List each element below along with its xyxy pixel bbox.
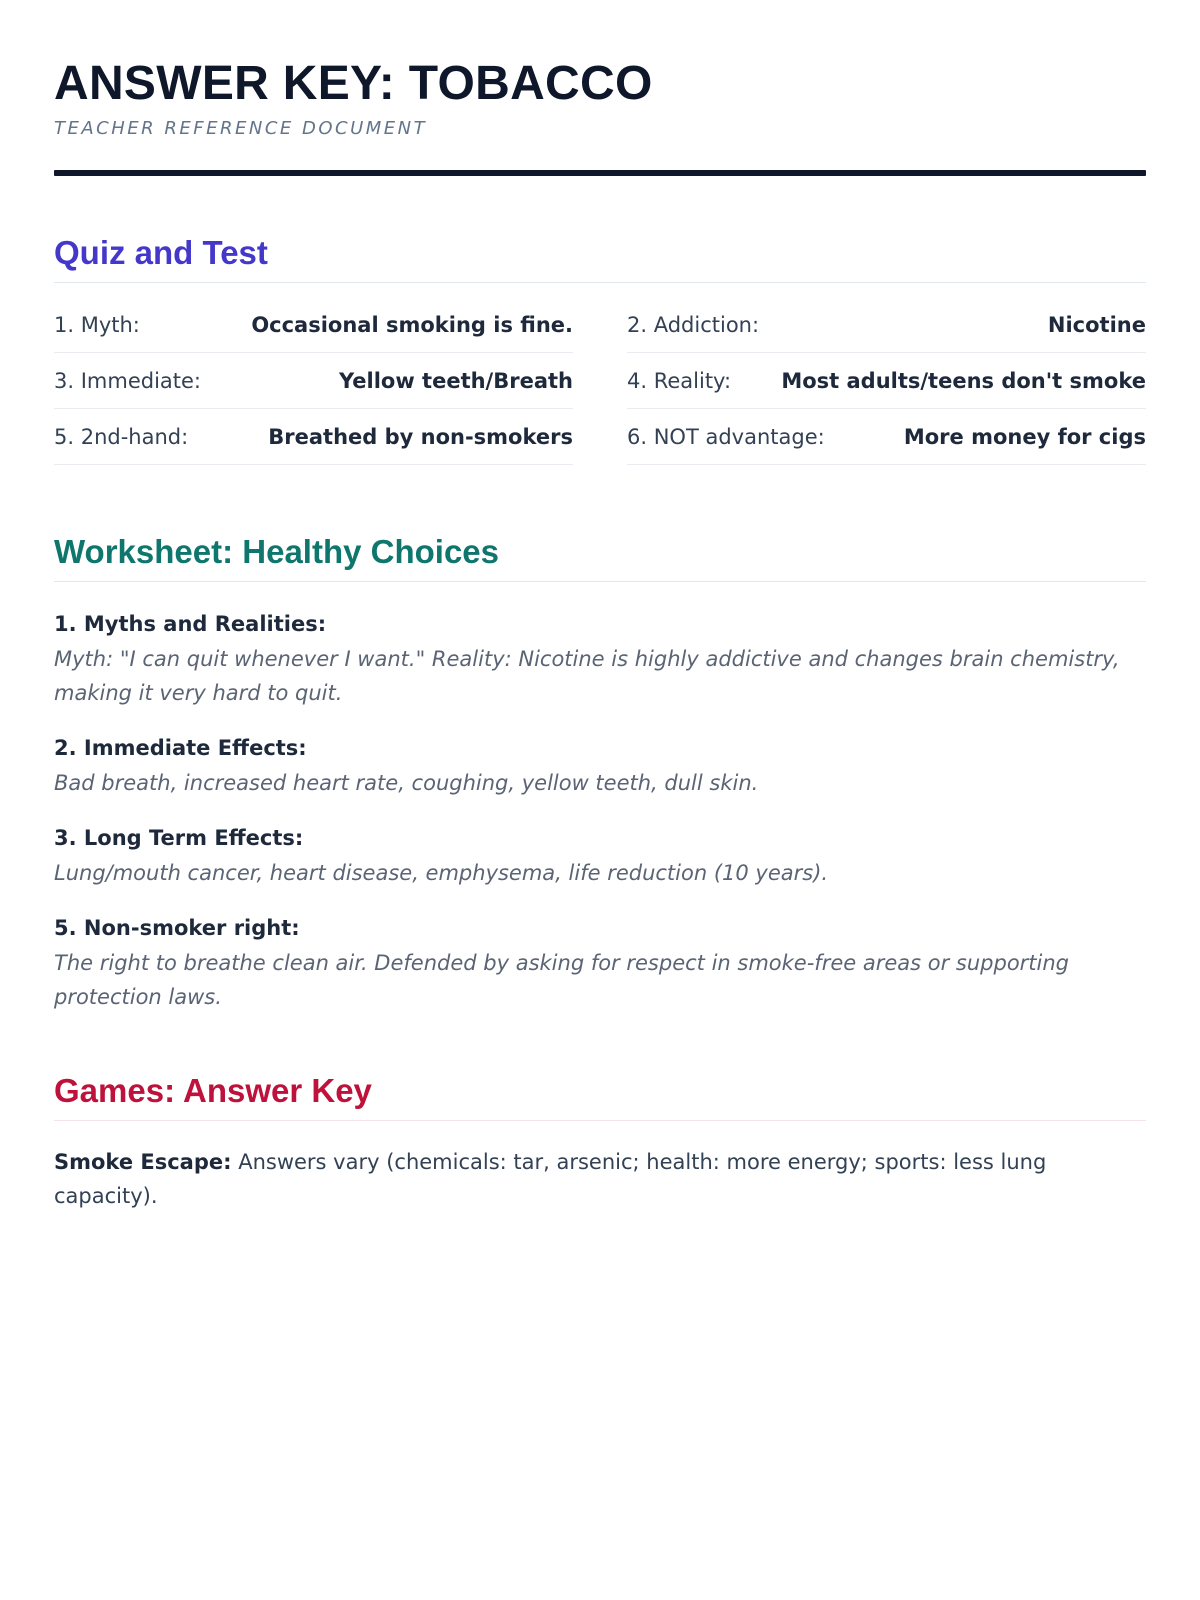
quiz-question: 3. Immediate:: [54, 368, 201, 393]
quiz-section-divider: [54, 282, 1146, 283]
games-section-divider: [54, 1120, 1146, 1121]
worksheet-item-label: 5. Non-smoker right:: [54, 916, 300, 940]
games-answer-text: Answers vary (chemicals: tar, arsenic; health: more energy; sports: less lung capacity).: [54, 1150, 1047, 1208]
worksheet-item: [54, 823, 1146, 890]
quiz-answer-grid: [54, 297, 1146, 465]
worksheet-item-answer: Lung/mouth cancer, heart disease, emphysema, life reduction (10 years).: [54, 861, 829, 885]
worksheet-item-label: 1. Myths and Realities:: [54, 612, 327, 636]
worksheet-item-answer: The right to breathe clean air. Defended by asking for respect in smoke-free areas or supporting protection laws.: [54, 951, 1070, 1009]
worksheet-section-divider: [54, 581, 1146, 582]
games-answer-label: Smoke Escape:: [54, 1150, 232, 1174]
quiz-row: [54, 409, 573, 465]
page-subtitle: TEACHER REFERENCE DOCUMENT: [54, 118, 428, 139]
worksheet-item-label: 3. Long Term Effects:: [54, 826, 304, 850]
quiz-row: [627, 353, 1146, 409]
quiz-answer: Yellow teeth/Breath: [338, 368, 573, 393]
page-title: ANSWER KEY: TOBACCO: [54, 57, 653, 110]
quiz-question: 5. 2nd-hand:: [54, 424, 189, 449]
worksheet-section: [54, 533, 1146, 1014]
worksheet-item: [54, 913, 1146, 1014]
quiz-question: 1. Myth:: [54, 312, 140, 337]
worksheet-item: [54, 609, 1146, 710]
worksheet-item: [54, 733, 1146, 800]
quiz-row: [54, 297, 573, 353]
worksheet-item-label: 2. Immediate Effects:: [54, 736, 307, 760]
games-section-title: Games: Answer Key: [54, 1072, 372, 1109]
games-answer: [54, 1145, 1146, 1213]
quiz-answer: More money for cigs: [903, 424, 1146, 449]
worksheet-section-title: Worksheet: Healthy Choices: [54, 533, 500, 570]
quiz-question: 6. NOT advantage:: [627, 424, 825, 449]
quiz-answer: Nicotine: [1047, 312, 1146, 337]
quiz-answer: Occasional smoking is fine.: [251, 312, 573, 337]
worksheet-answer-list: [54, 609, 1146, 1014]
header-divider: [54, 170, 1146, 176]
worksheet-item-answer: Bad breath, increased heart rate, coughing, yellow teeth, dull skin.: [54, 771, 759, 795]
quiz-answer: Most adults/teens don't smoke: [781, 368, 1146, 393]
quiz-question: 2. Addiction:: [627, 312, 760, 337]
quiz-row: [54, 353, 573, 409]
document-header: [54, 0, 1146, 176]
quiz-row: [627, 297, 1146, 353]
quiz-answer: Breathed by non-smokers: [268, 424, 573, 449]
quiz-row: [627, 409, 1146, 465]
worksheet-item-answer: Myth: "I can quit whenever I want." Reality: Nicotine is highly addictive and changes brain chemistry, making it very hard to quit.: [54, 647, 1120, 705]
quiz-question: 4. Reality:: [627, 368, 732, 393]
games-section: [54, 1072, 1146, 1213]
quiz-section-title: Quiz and Test: [54, 234, 268, 271]
quiz-section: [54, 234, 1146, 465]
